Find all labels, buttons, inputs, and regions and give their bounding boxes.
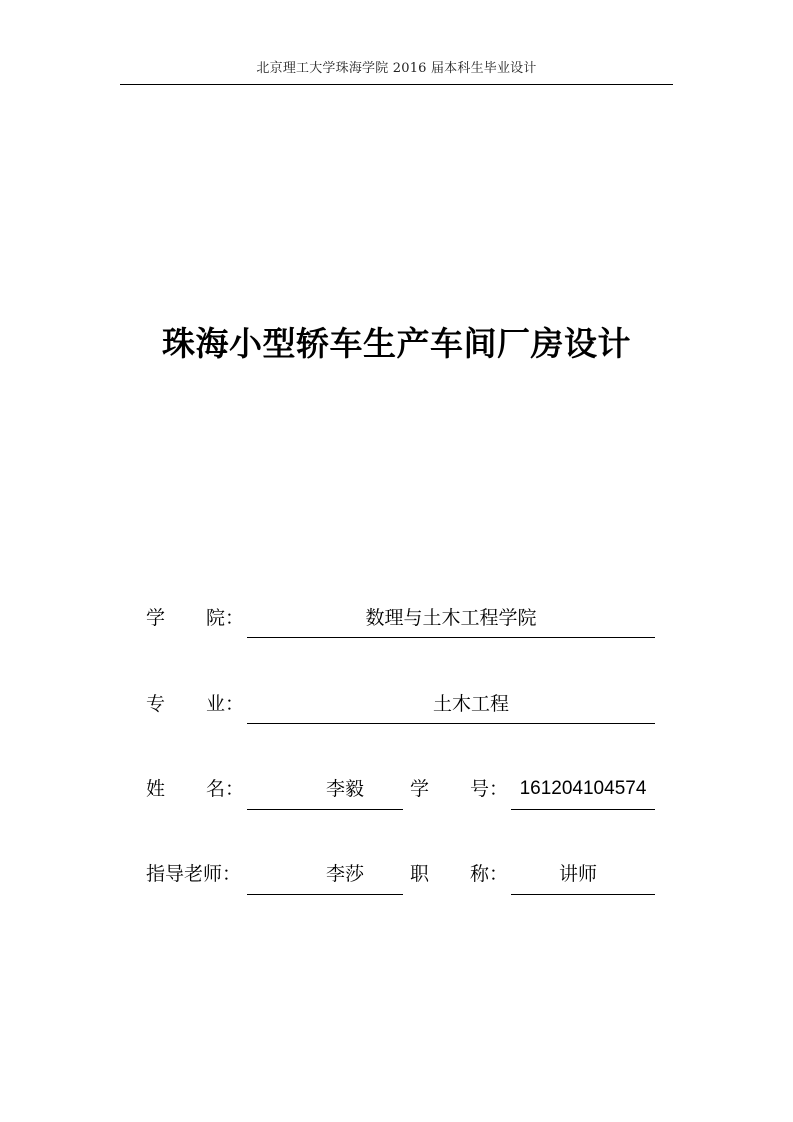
student-id-value: 161204104574 <box>519 778 647 799</box>
header-divider <box>120 84 673 85</box>
title-rank-label-1: 职 <box>410 863 430 885</box>
college-underline <box>247 637 655 638</box>
major-value: 土木工程 <box>432 693 509 715</box>
college-label-1: 学 <box>146 607 166 629</box>
student-id-label-2: 号： <box>470 778 509 800</box>
title-rank-underline <box>511 894 655 895</box>
name-underline <box>247 809 403 810</box>
college-label-2: 院： <box>206 607 245 629</box>
thesis-title: 珠海小型轿车生产车间厂房设计 <box>162 324 631 363</box>
advisor-value: 李莎 <box>325 863 364 885</box>
name-label-2: 名： <box>206 778 245 800</box>
college-value: 数理与土木工程学院 <box>365 607 537 629</box>
major-label-1: 专 <box>146 693 166 715</box>
header-text: 北京理工大学珠海学院 2016 届本科生毕业设计 <box>256 61 537 76</box>
name-value: 李毅 <box>325 778 364 800</box>
advisor-underline <box>247 894 403 895</box>
student-id-underline <box>511 809 655 810</box>
name-label-1: 姓 <box>146 778 166 800</box>
title-rank-value: 讲师 <box>558 863 597 885</box>
student-id-label-1: 学 <box>410 778 430 800</box>
major-label-2: 业： <box>206 693 245 715</box>
major-underline <box>247 723 655 724</box>
title-rank-label-2: 称： <box>470 863 509 885</box>
advisor-label: 指导老师： <box>146 863 242 885</box>
